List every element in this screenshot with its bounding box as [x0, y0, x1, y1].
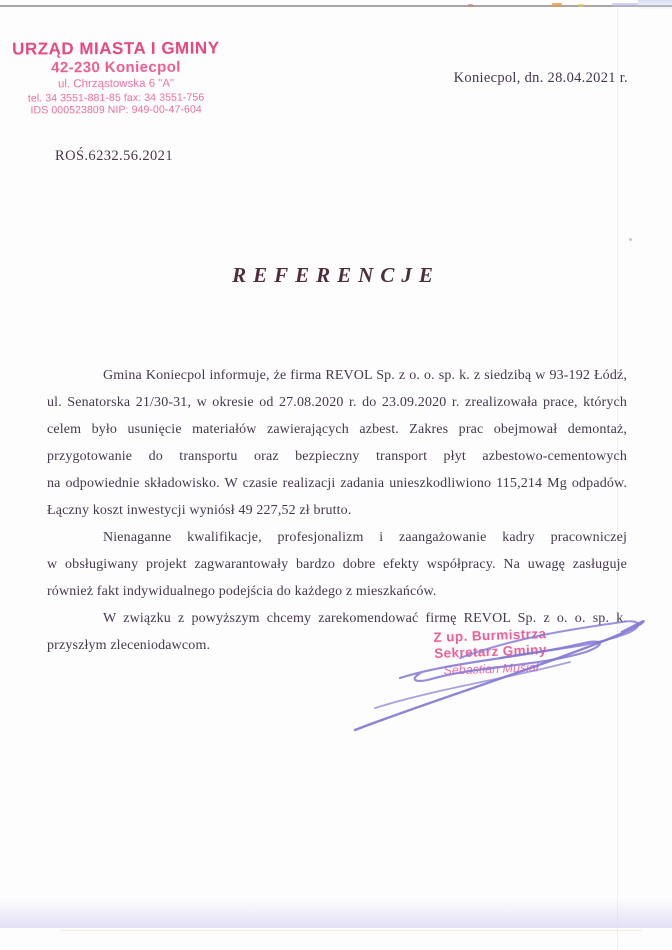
scan-speck	[578, 4, 584, 7]
letterhead-phone-fax: tel. 34 3551-881-85 fax: 34 3551-756	[27, 91, 205, 105]
body-line: Gmina Koniecpol informuje, że firma REVOL Sp. z o. o. sp. k. z siedzibą w 93-192 Łódź,	[103, 368, 627, 383]
body-line: Nienaganne kwalifikacje, profesjonalizm i zaangażowanie kadry pracowniczej	[103, 530, 627, 545]
body-line: również fakt indywidualnego podejścia do każdego z mieszkańców.	[47, 584, 437, 599]
scan-speck	[552, 3, 562, 7]
scan-bottom-shadow	[0, 898, 672, 928]
body-line: celem było usunięcie materiałów zawierających azbest. Zakres prac obejmował demontaż,	[47, 422, 627, 437]
body-line: W związku z powyższym chcemy zarekomendować firmę REVOL Sp. z o. o. sp. k.	[103, 611, 627, 626]
body-line: Łączny koszt inwestycji wyniósł 49 227,52 zł brutto.	[47, 503, 352, 518]
letterhead-street: ul. Chrząstowska 6 "A"	[57, 77, 175, 91]
body-line: na odpowiednie składowisko. W czasie realizacji zadania unieszkodliwiono 115,214 Mg odpadów.	[47, 476, 627, 491]
letterhead-stamp	[10, 39, 222, 116]
letterhead-ids-nip: IDS 000523809 NIP: 949-00-47-604	[30, 103, 202, 117]
reference-number: ROŚ.6232.56.2021	[55, 148, 173, 164]
letterhead-postal-city: 42-230 Koniecpol	[51, 58, 181, 77]
signature-name: Sebastian Musiał	[443, 660, 539, 678]
signature-role-line: Sekretarz Gminy	[433, 642, 547, 661]
document-title: REFERENCJE	[232, 263, 440, 287]
letterhead-office-name: URZĄD MIASTA I GMINY	[12, 38, 220, 59]
scan-dot-artifact	[629, 238, 632, 241]
body-paragraph-1	[47, 362, 627, 524]
body-line: przyszłym zleceniodawcom.	[47, 638, 211, 653]
body-line: ul. Senatorska 21/30-31, w okresie od 27.08.2020 r. do 23.09.2020 r. zrealizowała prace, których	[47, 395, 627, 410]
body-line: przygotowanie do transportu oraz bezpieczny transport płyt azbestowo-cementowych	[47, 449, 627, 464]
body-line: w obsługiwany projekt zagwarantowały bardzo dobre efekty współpracy. Na uwagę zasługuje	[47, 557, 627, 572]
date-line: Koniecpol, dn. 28.04.2021 r.	[453, 70, 628, 86]
scan-corner-artifact	[638, 0, 672, 10]
body-paragraph-2	[47, 524, 627, 605]
scan-bottom-line	[60, 930, 642, 931]
scan-speck	[468, 4, 473, 7]
letter-body	[47, 362, 627, 659]
signature-authority-line: Z up. Burmistrza	[433, 626, 547, 645]
scan-top-edge-line	[0, 5, 672, 7]
scan-speck	[612, 3, 638, 7]
signature-stamp	[407, 625, 574, 680]
